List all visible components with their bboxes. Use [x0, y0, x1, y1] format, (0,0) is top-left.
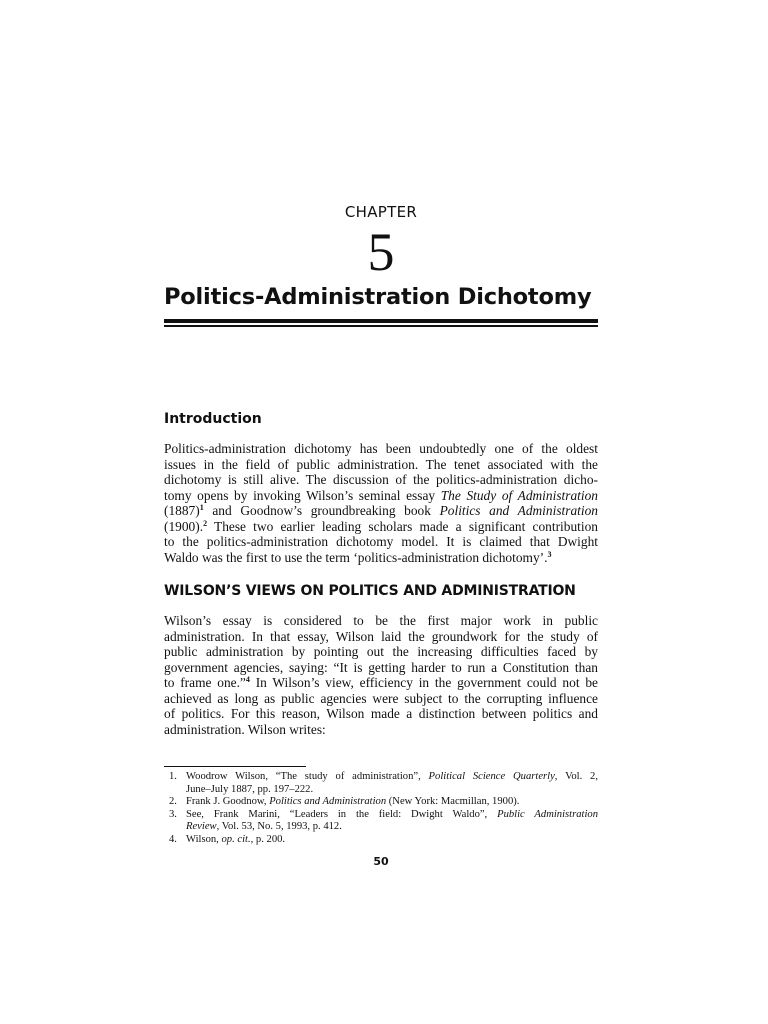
- footnote-divider: [164, 766, 306, 767]
- section-heading-introduction: Introduction: [164, 411, 262, 427]
- text-run: , Vol. 53, No. 5, 1993, p. 412.: [216, 821, 342, 832]
- footnote-line: [186, 834, 598, 847]
- footnotes: [164, 771, 598, 846]
- text-run: (1887): [164, 503, 200, 518]
- text-run: Woodrow Wilson, “The study of administration”,: [186, 771, 429, 782]
- footnote-number: 4.: [169, 833, 177, 845]
- paragraph-line: issues in the field of public administration. The tenet associated with the: [164, 456, 598, 472]
- footnote-ref-1: 1: [199, 503, 204, 512]
- text-run: , Vol. 2,: [554, 771, 599, 782]
- journal-title: Public Administration: [497, 808, 598, 820]
- text-run: Wilson,: [186, 833, 222, 845]
- chapter-label: CHAPTER: [344, 203, 418, 221]
- paragraph-line: [164, 675, 598, 691]
- paragraph-line: administration. Wilson writes:: [164, 721, 326, 737]
- page-number: 50: [373, 855, 389, 868]
- footnote-ref-3: 3: [547, 549, 552, 559]
- chapter-title: Politics-Administration Dichotomy: [164, 284, 592, 310]
- footnote-number: 2.: [169, 796, 177, 807]
- text-run: tomy opens by invoking Wilson’s seminal essay: [164, 487, 441, 503]
- journal-title: Review: [186, 821, 217, 832]
- footnote-4: [164, 834, 598, 847]
- text-run: Frank J. Goodnow,: [186, 796, 270, 807]
- paragraph-line: [164, 488, 598, 504]
- footnote-ref-2: 2: [203, 518, 208, 528]
- title-rule-thick: [164, 319, 598, 323]
- paragraph-line: achieved as long as public agencies were subject to the corrupting influence: [164, 690, 598, 706]
- title-rule-thin: [164, 325, 598, 327]
- text-run: In Wilson’s view, efficiency in the government could not be: [249, 675, 598, 690]
- paragraph-line: [164, 519, 598, 535]
- paragraph-line: Wilson’s essay is considered to be the first major work in public: [164, 613, 598, 628]
- wilson-paragraph: [164, 613, 598, 737]
- footnote-number: 3.: [169, 808, 177, 820]
- footnote-3: [164, 809, 598, 834]
- paragraph-line: [164, 550, 598, 566]
- paragraph-line: government agencies, saying: “It is getting harder to run a Constitution than: [164, 659, 598, 675]
- text-run: to frame one.”: [164, 675, 246, 690]
- footnote-number: 1.: [169, 771, 177, 782]
- footnote-line: [186, 809, 598, 822]
- footnote-1: [164, 771, 598, 796]
- text-run: , p. 200.: [250, 833, 286, 845]
- paragraph-line: of politics. For this reason, Wilson made a distinction between politics and: [164, 706, 598, 721]
- paragraph-line: dichotomy is still alive. The discussion of the politics-administration dicho-: [164, 472, 598, 487]
- section-heading-wilson: WILSON’S VIEWS ON POLITICS AND ADMINISTRATION: [164, 583, 576, 599]
- footnote-ref-4: 4: [245, 675, 250, 684]
- text-run: (1900).: [164, 518, 204, 534]
- paragraph-line: public administration by pointing out the increasing difficulties faced by: [164, 644, 598, 659]
- footnote-line: [186, 821, 598, 834]
- text-run: These two earlier leading scholars made a significant contribution: [207, 518, 598, 534]
- footnote-2: [164, 796, 598, 809]
- introduction-paragraph: [164, 441, 598, 565]
- chapter-number: 5: [367, 222, 395, 282]
- paragraph-line: administration. In that essay, Wilson laid the groundwork for the study of: [164, 628, 598, 644]
- text-run: and Goodnow’s groundbreaking book: [203, 503, 440, 518]
- citation-abbrev: op. cit.: [221, 833, 251, 845]
- text-run: Waldo was the first to use the term ‘politics-administration dichotomy’.: [164, 549, 548, 565]
- book-title: Politics and Administration: [439, 503, 598, 518]
- journal-title: Political Science Quarterly: [428, 771, 555, 782]
- text-run: (New York: Macmillan, 1900).: [386, 796, 520, 807]
- essay-title: The Study of Administration: [440, 487, 598, 503]
- book-title: Politics and Administration: [269, 796, 387, 807]
- paragraph-line: [164, 503, 598, 519]
- footnote-line: [186, 771, 598, 784]
- paragraph-line: Politics-administration dichotomy has been undoubtedly one of the oldest: [164, 441, 598, 456]
- text-run: See, Frank Marini, “Leaders in the field: Dwight Waldo”,: [186, 808, 498, 820]
- paragraph-line: to the politics-administration dichotomy model. It is claimed that Dwight: [164, 534, 598, 549]
- footnote-line: [186, 796, 598, 809]
- footnote-line: June–July 1887, pp. 197–222.: [186, 783, 314, 795]
